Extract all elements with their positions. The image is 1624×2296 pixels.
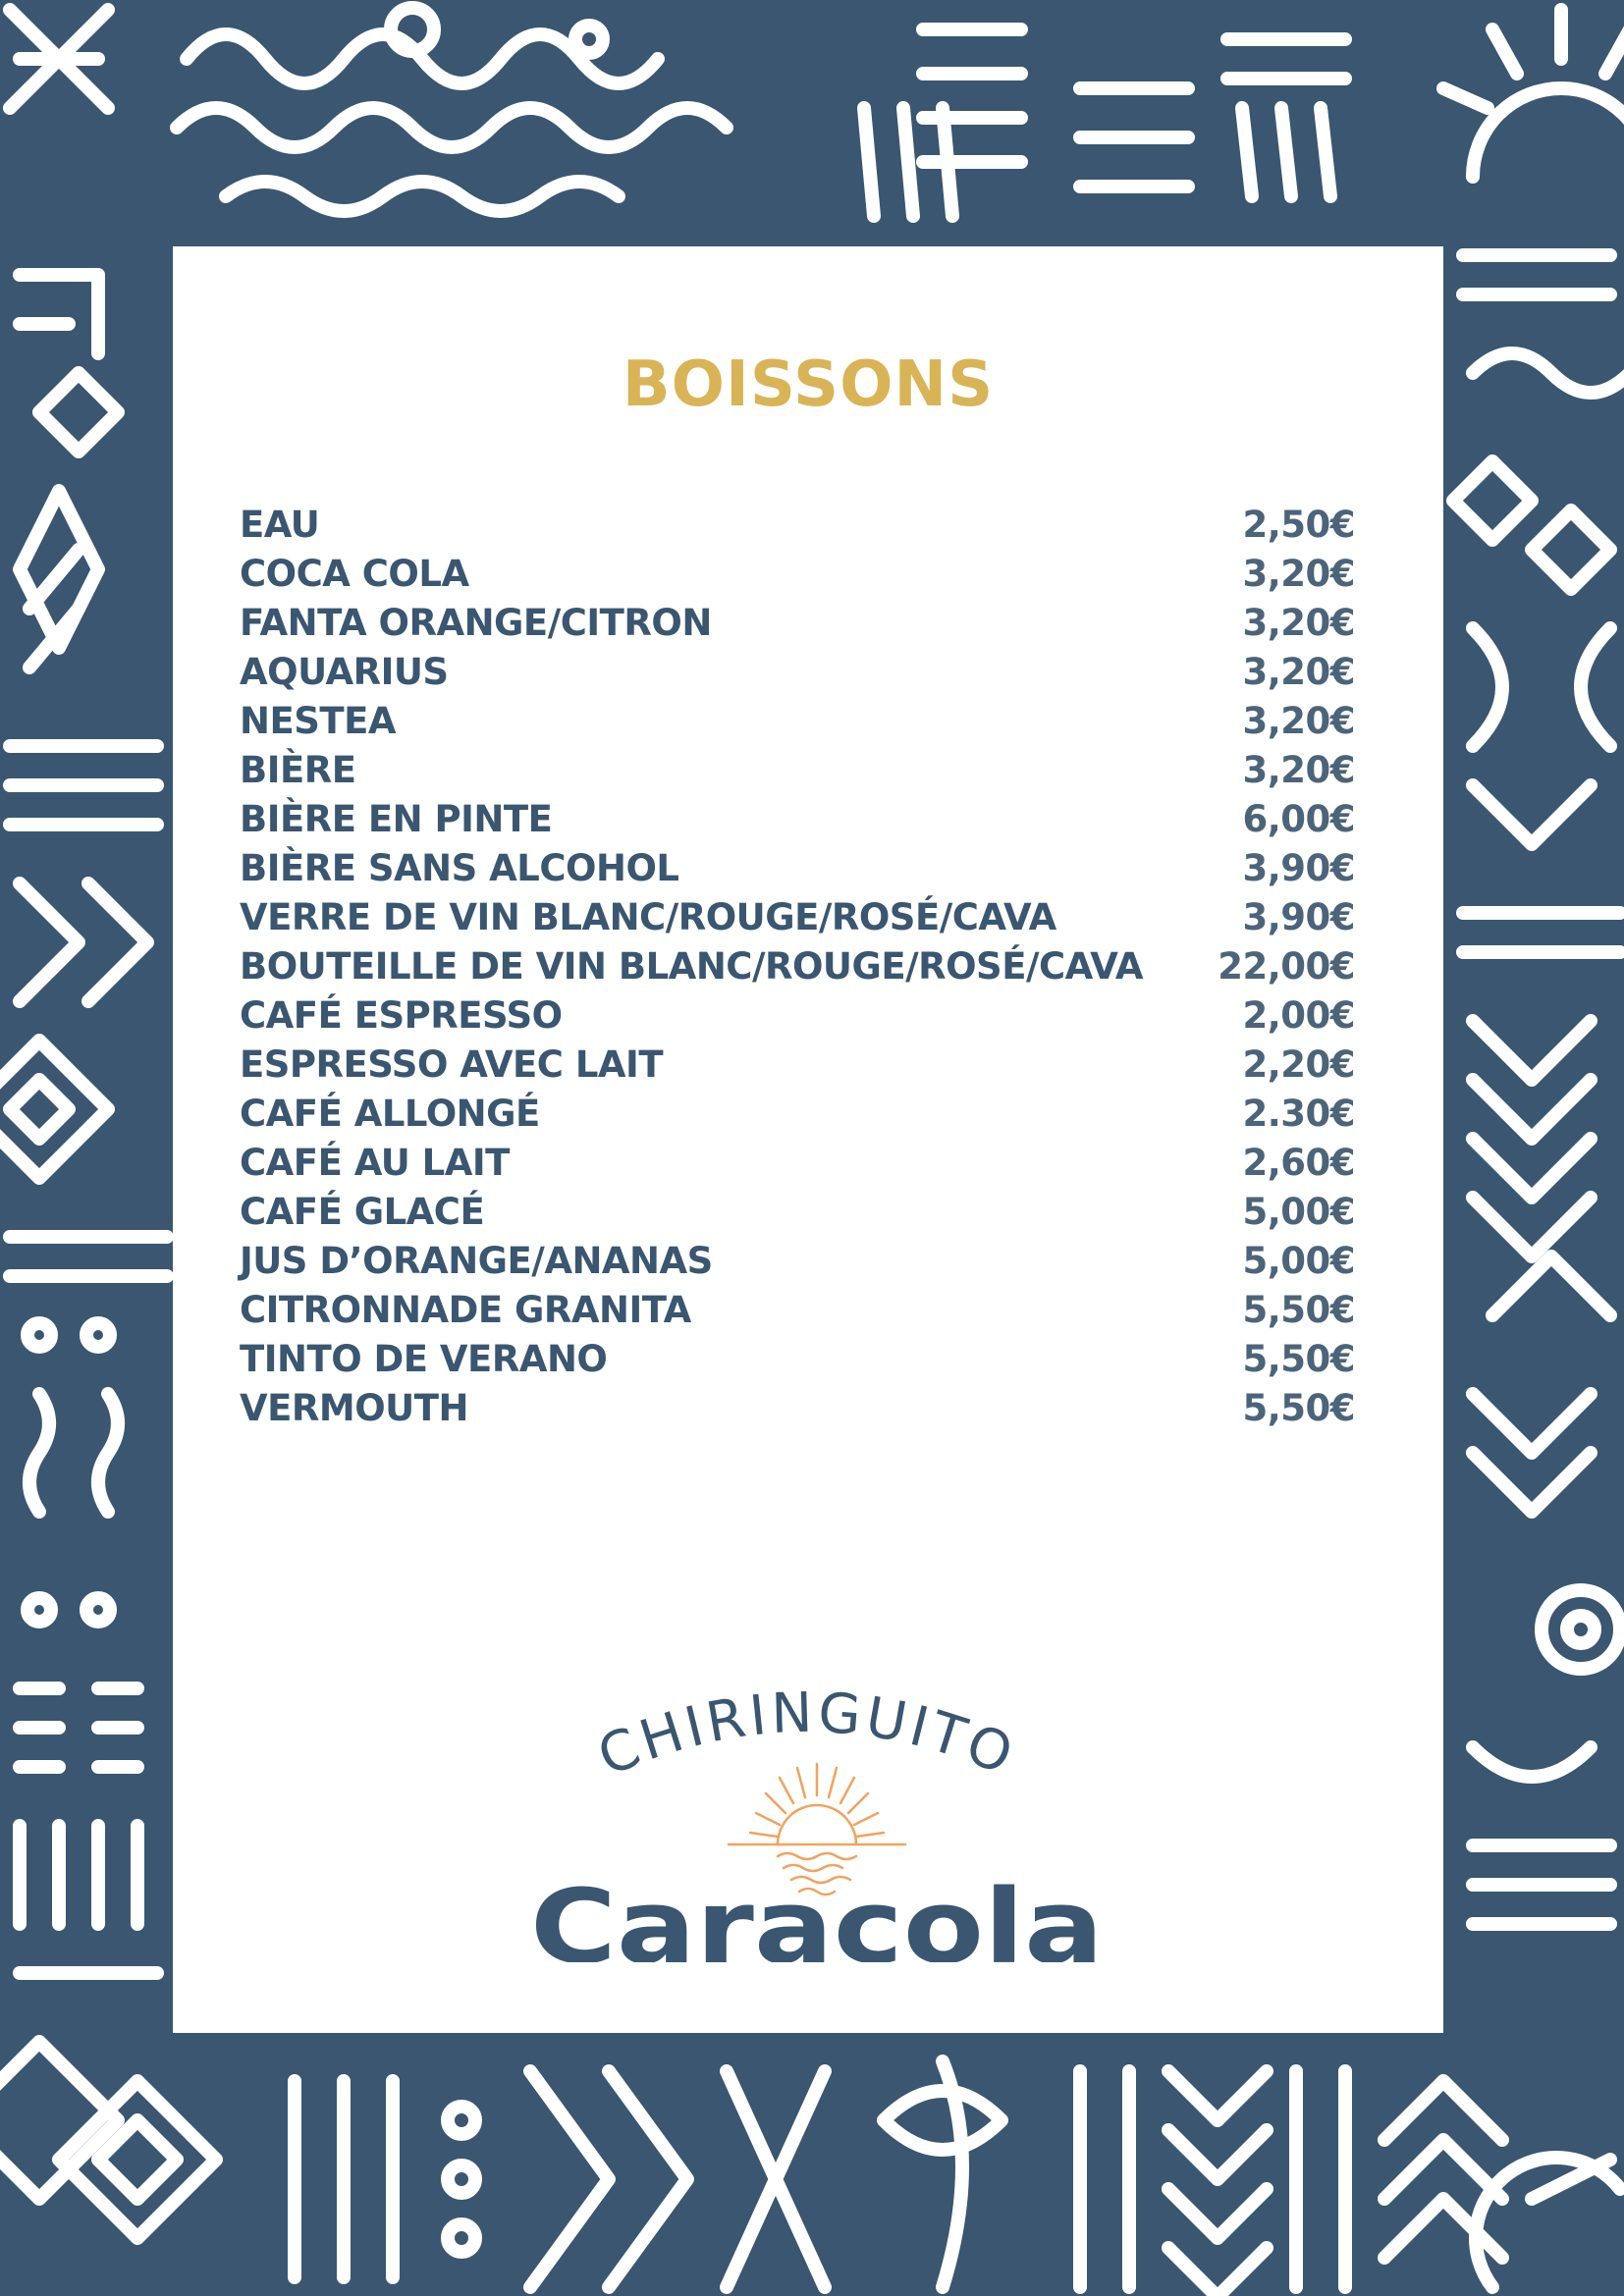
item-name: BIÈRE SANS ALCOHOL bbox=[240, 847, 679, 889]
menu-item bbox=[240, 1286, 1457, 1335]
item-price: 3,20€ bbox=[1242, 749, 1355, 791]
menu-item bbox=[240, 795, 1457, 844]
item-name: ESPRESSO AVEC LAIT bbox=[240, 1043, 664, 1086]
item-name: CAFÉ ESPRESSO bbox=[240, 994, 563, 1037]
menu-item bbox=[240, 1384, 1457, 1433]
item-name: BIÈRE EN PINTE bbox=[240, 798, 553, 840]
menu-card bbox=[173, 246, 1443, 2033]
menu-item bbox=[240, 1237, 1457, 1286]
item-price: 2,00€ bbox=[1242, 994, 1355, 1037]
item-price: 3,20€ bbox=[1242, 651, 1355, 693]
item-price: 2,50€ bbox=[1242, 504, 1355, 546]
item-price: 6,00€ bbox=[1242, 798, 1355, 840]
item-name: NESTEA bbox=[240, 700, 397, 742]
item-price: 22,00€ bbox=[1218, 945, 1355, 988]
menu-item bbox=[240, 550, 1457, 599]
item-price: 3,90€ bbox=[1242, 896, 1355, 938]
item-name: CAFÉ ALLONGÉ bbox=[240, 1093, 540, 1135]
menu-item bbox=[240, 599, 1457, 648]
menu-item bbox=[240, 648, 1457, 697]
item-name: CITRONNADE GRANITA bbox=[240, 1289, 691, 1331]
item-name: FANTA ORANGE/CITRON bbox=[240, 602, 712, 644]
logo-top-text: CHIRINGUITO bbox=[589, 1681, 1025, 1789]
item-name: COCA COLA bbox=[240, 553, 469, 595]
item-name: JUS D’ORANGE/ANANAS bbox=[240, 1240, 713, 1282]
menu-title: BOISSONS bbox=[622, 348, 995, 421]
item-price: 2.30€ bbox=[1242, 1093, 1355, 1135]
menu-item bbox=[240, 844, 1457, 893]
item-price: 5,00€ bbox=[1242, 1240, 1355, 1282]
item-name: CAFÉ AU LAIT bbox=[240, 1142, 510, 1184]
menu-item bbox=[240, 1041, 1457, 1090]
item-name: TINTO DE VERANO bbox=[240, 1338, 608, 1380]
item-name: VERMOUTH bbox=[240, 1387, 468, 1429]
menu-item bbox=[240, 1139, 1457, 1188]
menu-item bbox=[240, 1335, 1457, 1384]
item-price: 5,50€ bbox=[1242, 1338, 1355, 1380]
item-name: VERRE DE VIN BLANC/ROUGE/ROSÉ/CAVA bbox=[240, 896, 1056, 938]
item-name: BOUTEILLE DE VIN BLANC/ROUGE/ROSÉ/CAVA bbox=[240, 945, 1144, 988]
menu-item bbox=[240, 697, 1457, 746]
menu-item bbox=[240, 893, 1457, 942]
menu-item bbox=[240, 1090, 1457, 1139]
menu-item bbox=[240, 991, 1457, 1041]
item-price: 5,50€ bbox=[1242, 1289, 1355, 1331]
menu-item bbox=[240, 501, 1457, 550]
menu-item bbox=[240, 746, 1457, 795]
item-name: AQUARIUS bbox=[240, 651, 449, 693]
item-price: 3,20€ bbox=[1242, 700, 1355, 742]
item-price: 3,20€ bbox=[1242, 602, 1355, 644]
item-price: 5,00€ bbox=[1242, 1191, 1355, 1233]
menu-item bbox=[240, 1188, 1457, 1237]
item-price: 5,50€ bbox=[1242, 1387, 1355, 1429]
item-price: 2,60€ bbox=[1242, 1142, 1355, 1184]
caracola-logo bbox=[493, 1648, 1121, 1962]
menu-item bbox=[240, 942, 1457, 991]
drinks-list bbox=[240, 501, 1457, 1433]
logo-name: Caracola bbox=[530, 1867, 1104, 1962]
item-name: CAFÉ GLACÉ bbox=[240, 1191, 485, 1233]
item-price: 3,90€ bbox=[1242, 847, 1355, 889]
item-name: EAU bbox=[240, 504, 320, 546]
item-price: 2,20€ bbox=[1242, 1043, 1355, 1086]
item-name: BIÈRE bbox=[240, 749, 356, 791]
item-price: 3,20€ bbox=[1242, 553, 1355, 595]
